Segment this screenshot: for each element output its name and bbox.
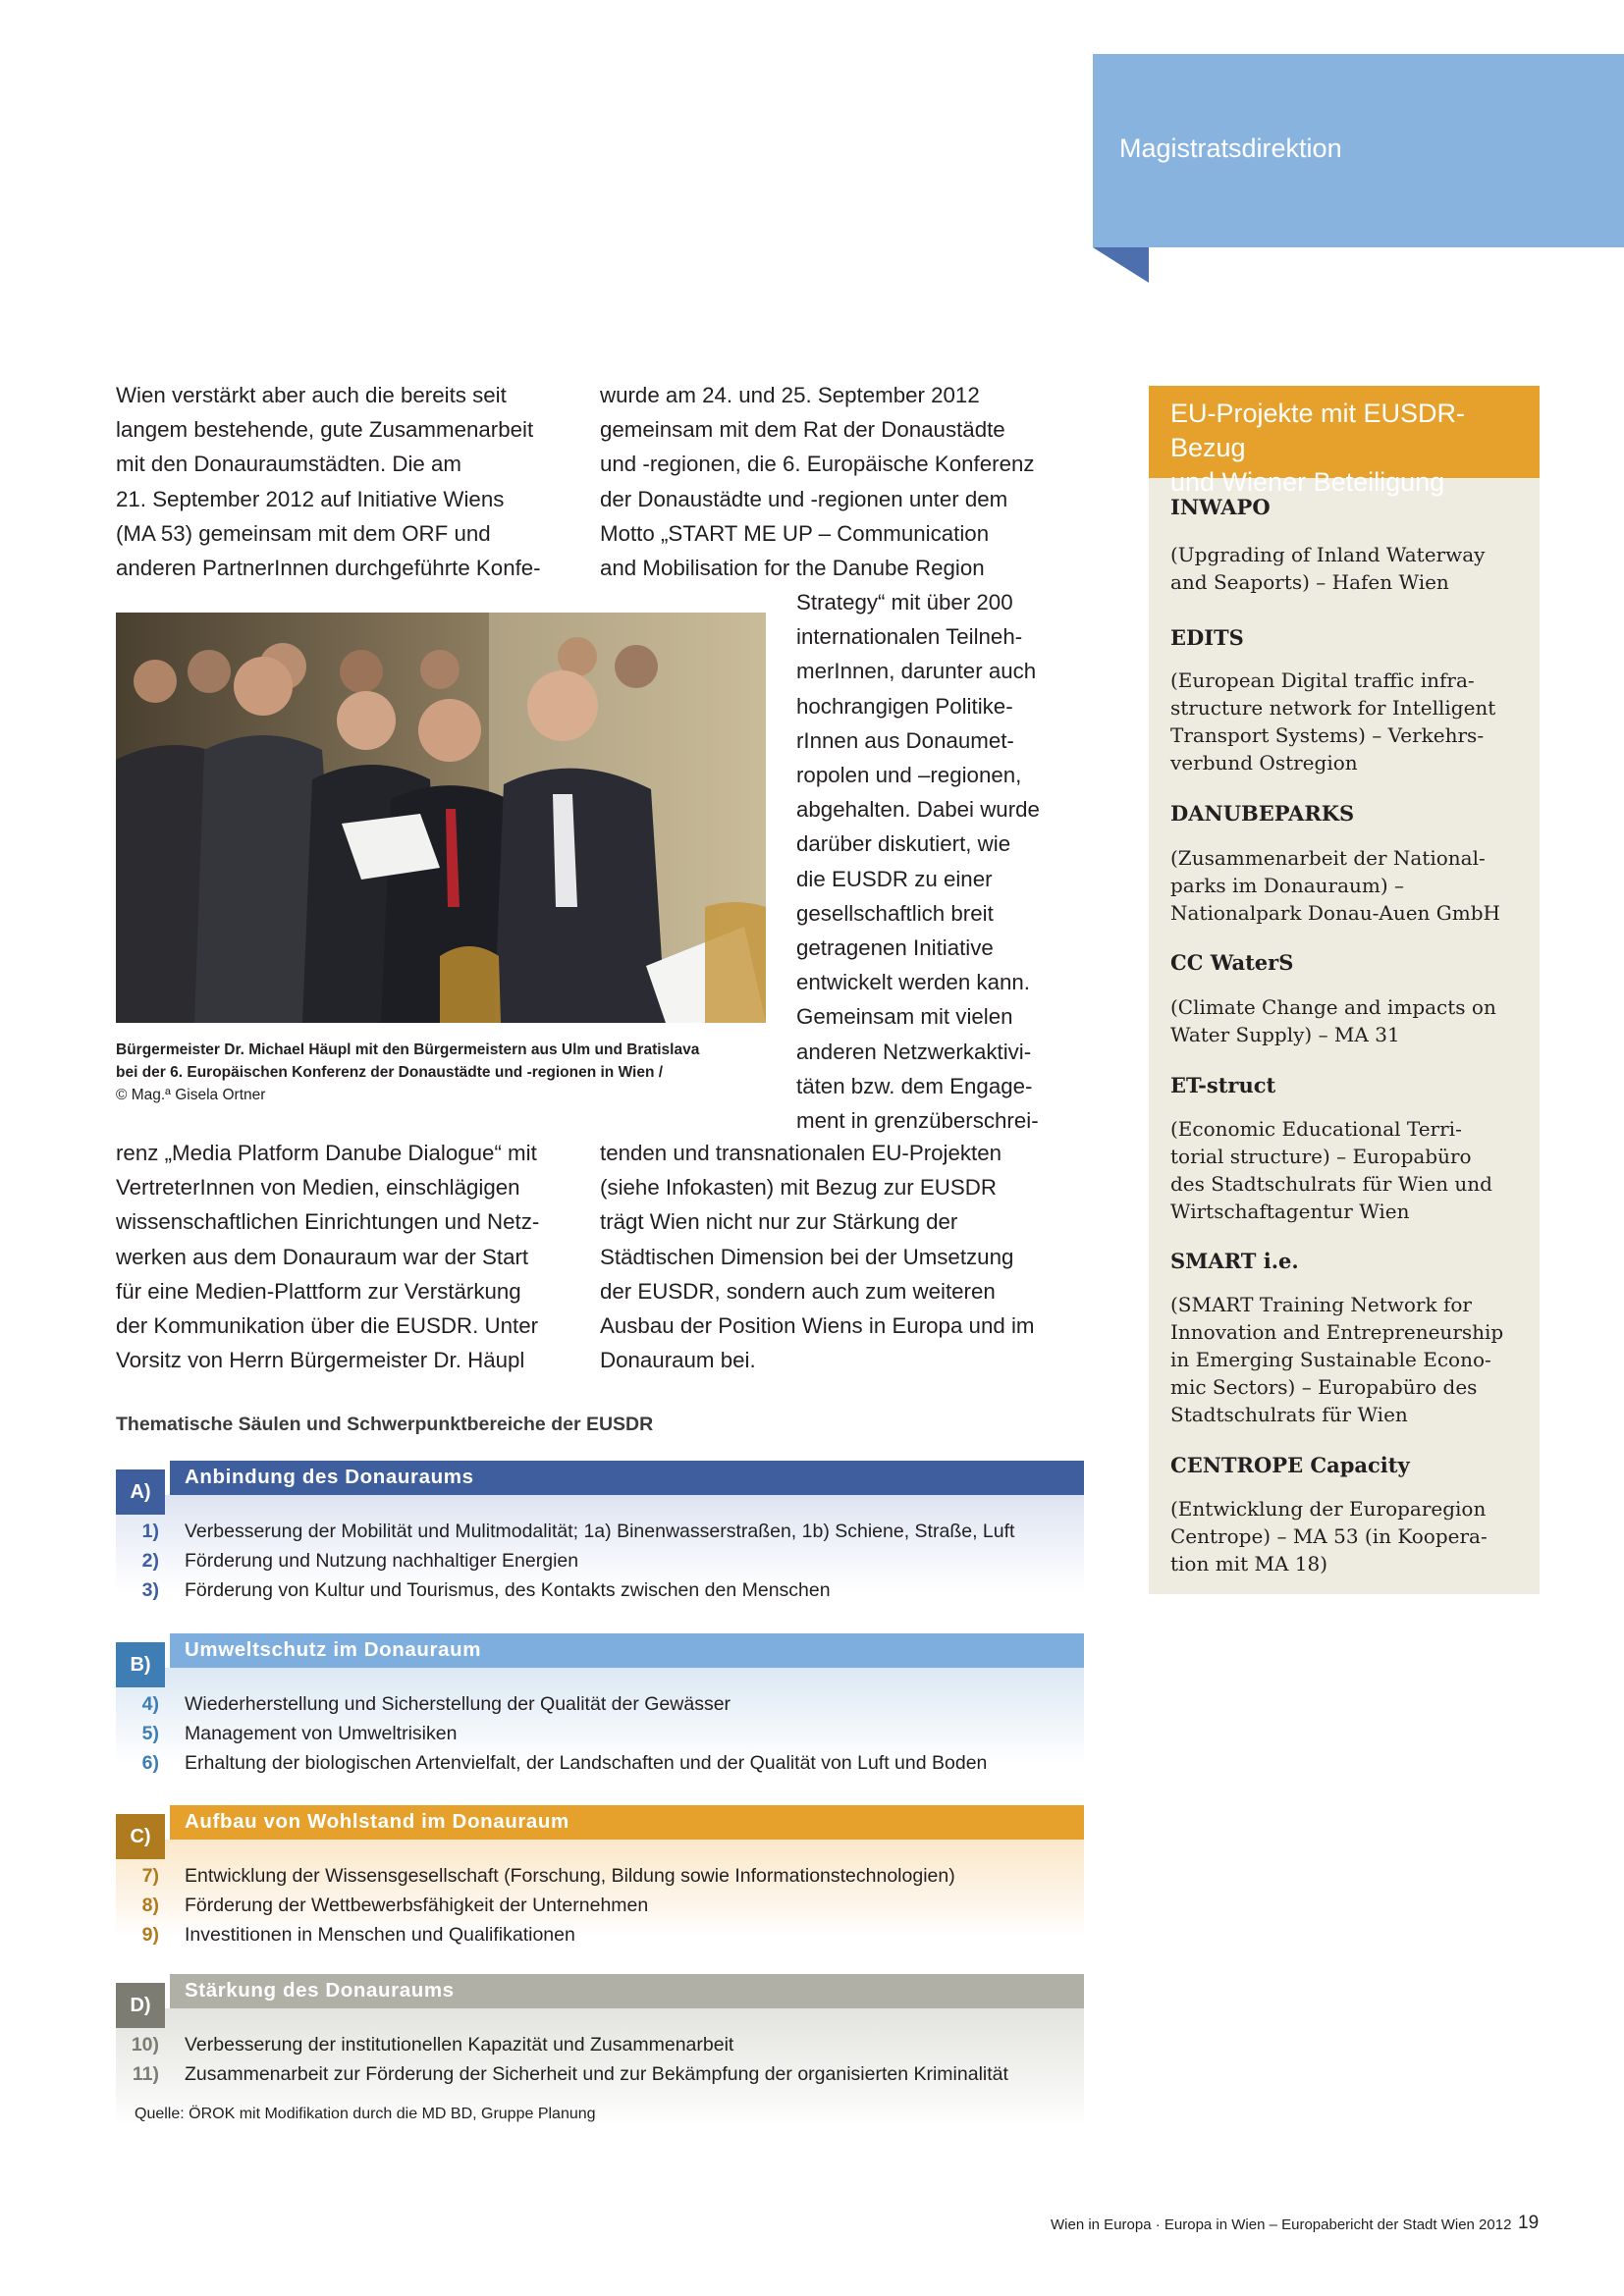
description-line: in Emerging Sustainable Econo- (1170, 1348, 1491, 1371)
text-line: rInnen aus Donaumet- (796, 727, 1014, 753)
description-line: (Upgrading of Inland Waterway (1170, 543, 1486, 566)
body-text-column-2 (600, 378, 1061, 585)
item-number: 5) (141, 1723, 159, 1744)
item-number: 7) (141, 1865, 159, 1887)
text-line: trägt Wien nicht nur zur Stärkung der (600, 1209, 958, 1235)
item-number: 3) (141, 1579, 159, 1601)
description-line: Stadtschulrats für Wien (1170, 1403, 1408, 1426)
text-line: 21. September 2012 auf Initiative Wiens (116, 486, 505, 511)
item-text: Zusammenarbeit zur Förderung der Sicherheit und zur Bekämpfung der organisierten Kriminalität (185, 2063, 1008, 2085)
infobox-title (1170, 397, 1534, 500)
conference-photo-illustration (116, 613, 766, 1023)
text-line: gemeinsam mit dem Rat der Donaustädte (600, 417, 1005, 443)
description-line: (SMART Training Network for (1170, 1293, 1472, 1316)
body-text-column-4 (600, 1136, 1071, 1377)
description-line: and Seaports) – Hafen Wien (1170, 570, 1449, 594)
project-name: INWAPO (1170, 495, 1271, 519)
text-line: internationalen Teilneh- (796, 624, 1023, 650)
caption-credit: © Mag.ª Gisela Ortner (116, 1087, 266, 1103)
body-text-wrap (796, 585, 1071, 1138)
conference-photo (116, 613, 766, 1023)
project-description (1170, 667, 1495, 776)
description-line: Transport Systems) – Verkehrs- (1170, 723, 1485, 747)
text-line: werken aus dem Donauraum war der Start (116, 1244, 529, 1269)
item-text: Management von Umweltrisiken (185, 1723, 458, 1744)
text-line: anderen Netzwerkaktivi- (796, 1039, 1032, 1064)
pillar-d-badge: D) (116, 1983, 165, 2028)
text-line: entwickelt werden kann. (796, 970, 1030, 995)
text-line: (siehe Infokasten) mit Bezug zur EUSDR (600, 1175, 997, 1201)
description-line: torial structure) – Europabüro (1170, 1145, 1472, 1168)
text-line: gesellschaftlich breit (796, 900, 994, 926)
description-line: tion mit MA 18) (1170, 1552, 1327, 1575)
text-line: Ausbau der Position Wiens in Europa und im (600, 1313, 1035, 1339)
description-line: Wirtschaftagentur Wien (1170, 1200, 1410, 1223)
text-line: getragenen Initiative (796, 935, 994, 961)
item-text: Investitionen in Menschen und Qualifikationen (185, 1924, 575, 1946)
pillar-b-badge: B) (116, 1642, 165, 1687)
pillar-b-heading: Umweltschutz im Donauraum (185, 1638, 482, 1661)
pillar-c-badge: C) (116, 1814, 165, 1859)
source-note: Quelle: ÖROK mit Modifikation durch die MD BD, Gruppe Planung (135, 2106, 596, 2122)
text-line: tenden und transnationalen EU-Projekten (600, 1141, 1002, 1165)
text-line: Strategy“ mit über 200 (796, 590, 1013, 614)
text-line: hochrangigen Politike- (796, 693, 1013, 719)
project-description (1170, 1495, 1488, 1577)
text-line: und -regionen, die 6. Europäische Konferenz (600, 452, 1035, 477)
text-line: ment in grenzüberschrei- (796, 1108, 1039, 1134)
description-line: Water Supply) – MA 31 (1170, 1023, 1400, 1046)
text-line: Städtischen Dimension bei der Umsetzung (600, 1244, 1014, 1269)
item-number: 10) (131, 2034, 159, 2056)
section-tab-title: Magistratsdirektion (1119, 133, 1342, 163)
description-line: mic Sectors) – Europabüro des (1170, 1375, 1478, 1399)
caption-line: bei der 6. Europäischen Konferenz der Donaustädte und -regionen in Wien / (116, 1064, 664, 1081)
text-line: langem bestehende, gute Zusammenarbeit (116, 417, 534, 443)
text-line: anderen PartnerInnen durchgeführte Konfe- (116, 556, 541, 581)
text-line: Donauraum bei. (600, 1348, 756, 1373)
description-line: structure network for Intelligent (1170, 696, 1496, 720)
text-line: darüber diskutiert, wie (796, 831, 1011, 857)
text-line: (MA 53) gemeinsam mit dem ORF und (116, 520, 491, 546)
item-text: Förderung der Wettbewerbsfähigkeit der Unternehmen (185, 1895, 649, 1916)
text-line: der EUSDR, sondern auch zum weiteren (600, 1278, 996, 1304)
description-line: (Economic Educational Terri- (1170, 1117, 1462, 1141)
description-line: verbund Ostregion (1170, 751, 1358, 774)
description-line: (Zusammenarbeit der National- (1170, 846, 1486, 870)
item-text: Förderung von Kultur und Tourismus, des Kontakts zwischen den Menschen (185, 1579, 831, 1601)
description-line: Nationalpark Donau-Auen GmbH (1170, 901, 1500, 925)
description-line: Innovation and Entrepreneurship (1170, 1320, 1504, 1344)
item-text: Entwicklung der Wissensgesellschaft (Forschung, Bildung sowie Informationstechnologien) (185, 1865, 955, 1887)
item-number: 1) (141, 1521, 159, 1542)
item-text: Förderung und Nutzung nachhaltiger Energien (185, 1550, 579, 1572)
project-description (1170, 844, 1500, 927)
body-text-column-1 (116, 378, 572, 585)
item-text: Erhaltung der biologischen Artenvielfalt, der Landschaften und der Qualität von Luft und Boden (185, 1752, 988, 1774)
text-line: renz „Media Platform Danube Dialogue“ mit (116, 1141, 537, 1165)
project-name: CC WaterS (1170, 950, 1294, 975)
text-line: wissenschaftlichen Einrichtungen und Netz- (116, 1209, 540, 1235)
project-name: SMART i.e. (1170, 1249, 1299, 1273)
text-line: and Mobilisation for the Danube Region (600, 556, 985, 581)
text-line: mit den Donauraumstädten. Die am (116, 452, 461, 477)
text-line: Wien verstärkt aber auch die bereits seit (116, 383, 507, 407)
text-line: täten bzw. dem Engage- (796, 1073, 1033, 1098)
text-line: Gemeinsam mit vielen (796, 1004, 1013, 1030)
description-line: (European Digital traffic infra- (1170, 668, 1475, 692)
pillar-c-heading: Aufbau von Wohlstand im Donauraum (185, 1810, 569, 1833)
text-line: VertreterInnen von Medien, einschlägigen (116, 1175, 520, 1201)
text-line: abgehalten. Dabei wurde (796, 797, 1040, 823)
body-text-column-3 (116, 1136, 572, 1377)
item-number: 6) (141, 1752, 159, 1774)
description-line: Centrope) – MA 53 (in Koopera- (1170, 1524, 1488, 1548)
text-line: die EUSDR zu einer (796, 866, 993, 891)
item-number: 11) (132, 2063, 159, 2085)
description-line: (Entwicklung der Europaregion (1170, 1497, 1487, 1521)
item-number: 9) (141, 1924, 159, 1946)
infobox-title-line: EU-Projekte mit EUSDR-Bezug (1170, 399, 1466, 462)
project-description (1170, 993, 1496, 1048)
pillar-d-heading: Stärkung des Donauraums (185, 1979, 455, 2002)
item-number: 8) (141, 1895, 159, 1916)
project-name: ET-struct (1170, 1073, 1276, 1097)
text-line: der Donaustädte und -regionen unter dem (600, 486, 1008, 511)
project-name: DANUBEPARKS (1170, 801, 1355, 826)
photo-caption (116, 1039, 699, 1106)
caption-line: Bürgermeister Dr. Michael Häupl mit den Bürgermeistern aus Ulm und Bratislava (116, 1041, 700, 1058)
project-description (1170, 1291, 1503, 1428)
footer-text: Wien in Europa · Europa in Wien – Europabericht der Stadt Wien 2012 (1051, 2216, 1512, 2233)
text-line: merInnen, darunter auch (796, 659, 1037, 684)
text-line: ropolen und –regionen, (796, 763, 1022, 788)
item-number: 2) (141, 1550, 159, 1572)
project-description (1170, 541, 1485, 596)
text-line: der Kommunikation über die EUSDR. Unter (116, 1313, 539, 1339)
text-line: Motto „START ME UP – Communication (600, 520, 990, 546)
description-line: (Climate Change and impacts on (1170, 995, 1496, 1019)
item-number: 4) (141, 1693, 159, 1715)
pillar-a-badge: A) (116, 1469, 165, 1515)
text-line: für eine Medien-Plattform zur Verstärkung (116, 1278, 521, 1304)
description-line: parks im Donauraum) – (1170, 874, 1404, 897)
project-name: EDITS (1170, 625, 1244, 650)
description-line: des Stadtschulrats für Wien und (1170, 1172, 1492, 1196)
pillar-a-heading: Anbindung des Donauraums (185, 1466, 474, 1488)
text-line: wurde am 24. und 25. September 2012 (600, 383, 980, 407)
item-text: Verbesserung der Mobilität und Mulitmodalität; 1a) Binenwasserstraßen, 1b) Schiene, Straße, Luft (185, 1521, 1015, 1542)
pillars-title: Thematische Säulen und Schwerpunktbereiche der EUSDR (116, 1414, 654, 1435)
project-description (1170, 1115, 1492, 1225)
item-text: Verbesserung der institutionellen Kapazität und Zusammenarbeit (185, 2034, 734, 2056)
section-tab-fold (1093, 247, 1149, 283)
infobox-title-line: und Wiener Beteiligung (1170, 467, 1445, 497)
page-number: 19 (1518, 2213, 1540, 2233)
project-name: CENTROPE Capacity (1170, 1453, 1410, 1477)
text-line: Vorsitz von Herrn Bürgermeister Dr. Häupl (116, 1348, 525, 1373)
item-text: Wiederherstellung und Sicherstellung der Qualität der Gewässer (185, 1693, 731, 1715)
